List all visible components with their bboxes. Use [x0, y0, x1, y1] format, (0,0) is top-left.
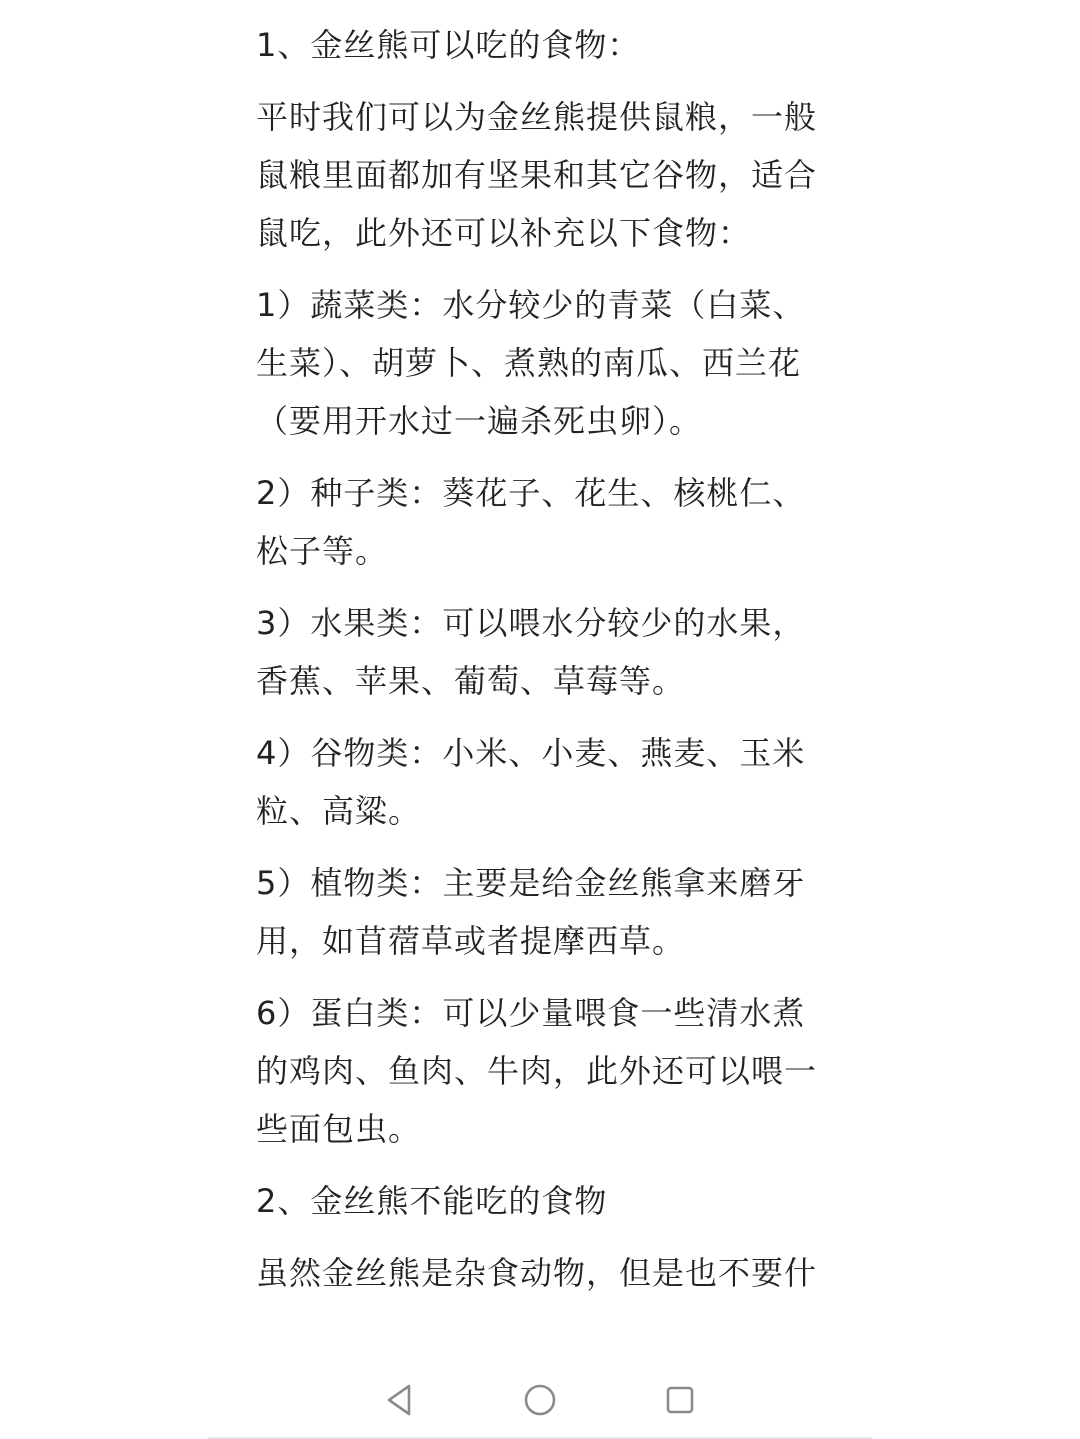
item-vegetables: 1）蔬菜类：水分较少的青菜（白菜、生菜）、胡萝卜、煮熟的南瓜、西兰花（要用开水过一遍杀死虫卵）。	[256, 286, 806, 440]
phone-screen	[208, 0, 872, 1439]
item-plants: 5）植物类：主要是给金丝熊拿来磨牙用，如苜蓿草或者提摩西草。	[256, 864, 806, 960]
intro-paragraph: 平时我们可以为金丝熊提供鼠粮，一般鼠粮里面都加有坚果和其它谷物，适合鼠吃，此外还可以补充以下食物：	[256, 98, 818, 252]
section-heading-cannot-eat: 2、金丝熊不能吃的食物	[256, 1182, 608, 1220]
item-fruits: 3）水果类：可以喂水分较少的水果，香蕉、苹果、葡萄、草莓等。	[256, 604, 806, 700]
item-seeds: 2）种子类：葵花子、花生、核桃仁、松子等。	[256, 474, 806, 570]
triangle-back-icon	[380, 1380, 420, 1420]
square-recent-apps-icon	[660, 1380, 700, 1420]
item-protein: 6）蛋白类：可以少量喂食一些清水煮的鸡肉、鱼肉、牛肉，此外还可以喂一些面包虫。	[256, 994, 818, 1148]
home-button[interactable]	[520, 1380, 560, 1420]
article-content	[256, 16, 836, 1316]
cannot-eat-paragraph: 虽然金丝熊是杂食动物，但是也不要什	[256, 1254, 818, 1292]
item-grains: 4）谷物类：小米、小麦、燕麦、玉米粒、高粱。	[256, 734, 806, 830]
circle-home-icon	[520, 1380, 560, 1420]
recent-apps-button[interactable]	[660, 1380, 700, 1420]
system-navigation-bar	[208, 1352, 872, 1439]
back-button[interactable]	[380, 1380, 420, 1420]
section-heading-can-eat: 1、金丝熊可以吃的食物：	[256, 26, 641, 64]
